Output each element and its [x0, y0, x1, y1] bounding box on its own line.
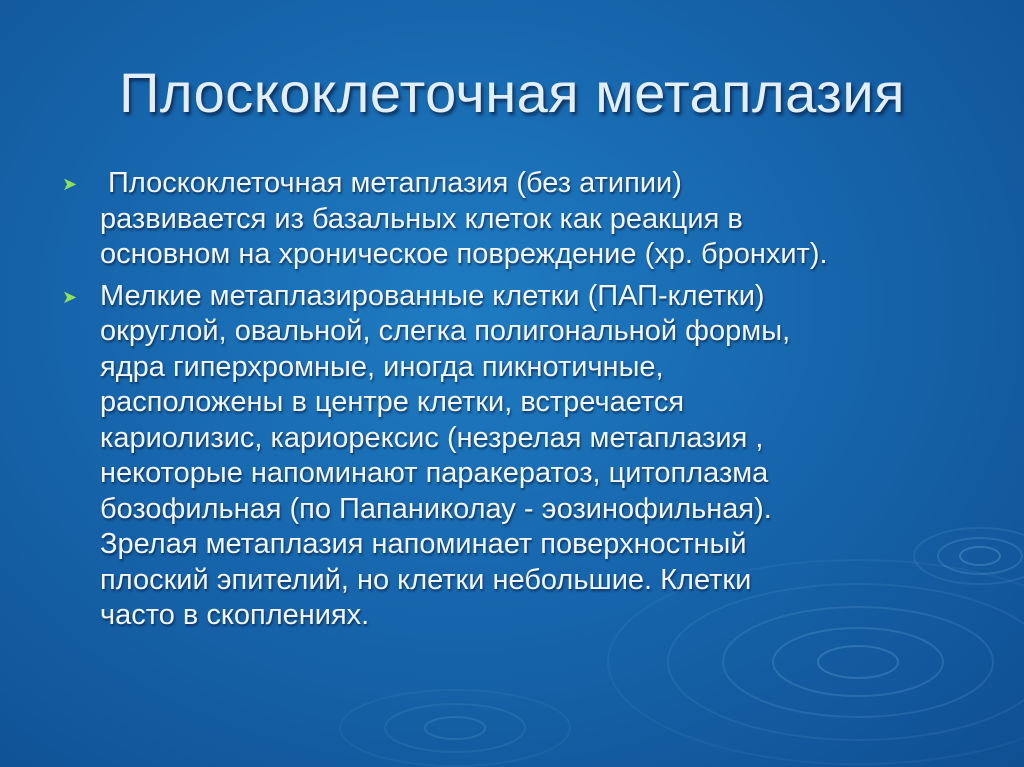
- bullet-line: развивается из базальных клеток как реакция в: [100, 202, 743, 235]
- bullet-line: Зрелая метаплазия напоминает поверхностный: [100, 528, 747, 560]
- bullet-line: бозофильная (по Папаниколау - эозинофильная).: [100, 492, 772, 525]
- bullet-line: расположены в центре клетки, встречается: [100, 386, 685, 418]
- bullet-list: [62, 166, 962, 640]
- bullet-line: Плоскоклеточная метаплазия (без атипии): [100, 167, 682, 199]
- arrow-bullet-icon: ➤: [62, 286, 78, 307]
- bullet-line: некоторые напоминают паракератоз, цитоплазма: [100, 457, 769, 489]
- bullet-line: Мелкие метаплазированные клетки (ПАП-клетки): [100, 279, 765, 312]
- bullet-item: [62, 279, 962, 634]
- bullet-line: ядра гиперхромные, иногда пикнотичные,: [100, 350, 664, 383]
- arrow-bullet-icon: ➤: [62, 174, 78, 194]
- bullet-line: основном на хроническое повреждение (хр. бронхит).: [100, 238, 828, 270]
- slide-title: Плоскоклеточная метаплазия: [119, 61, 905, 124]
- bullet-line: плоский эпителий, но клетки небольшие. Клетки: [100, 563, 752, 596]
- bullet-line: кариолизис, кариорексис (незрелая метаплазия ,: [100, 421, 764, 454]
- bullet-line: часто в скоплениях.: [100, 599, 370, 631]
- bullet-line: округлой, овальной, слегка полигональной формы,: [100, 315, 791, 347]
- bullet-item: [62, 166, 962, 273]
